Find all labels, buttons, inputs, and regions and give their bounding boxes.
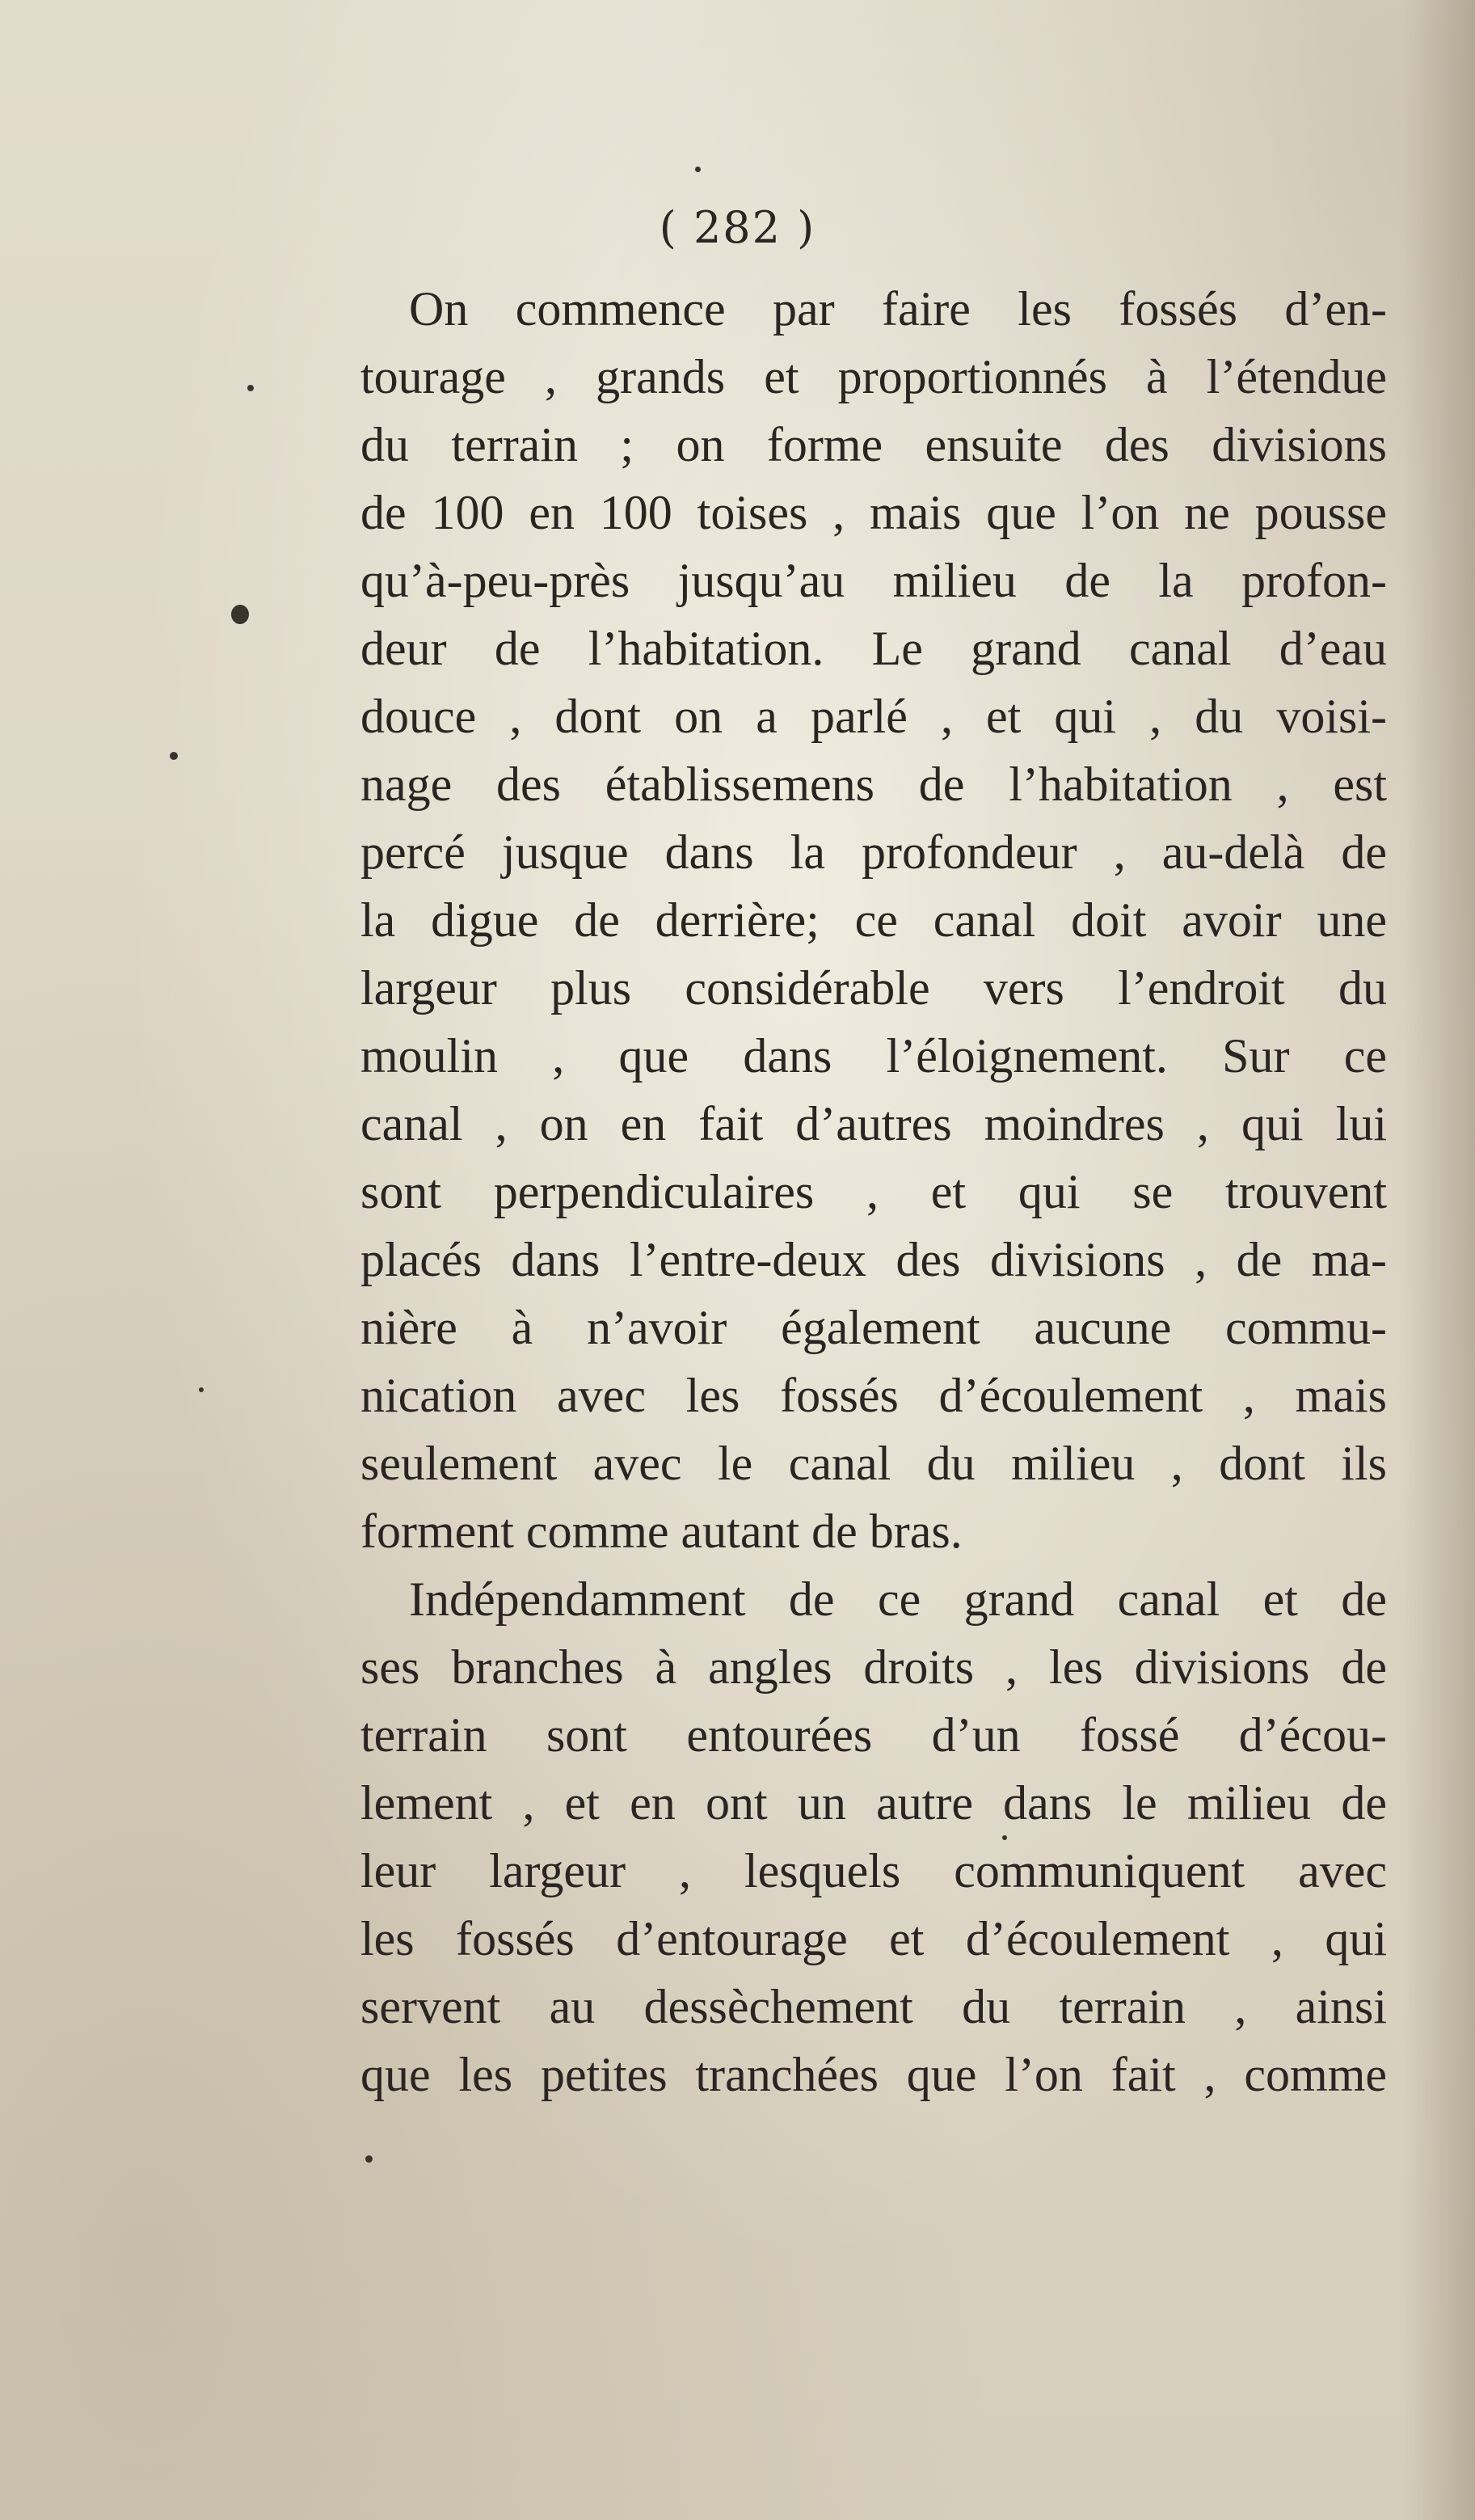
text-line: nication avec les fossés d’écoulement , mais (360, 1369, 1387, 1422)
text-line: On commence par faire les fossés d’en- (409, 282, 1387, 336)
ink-speck (365, 2155, 373, 2163)
page-number: ( 282 ) (659, 202, 816, 253)
ink-speck (231, 605, 249, 624)
ink-speck (1002, 1835, 1007, 1840)
text-line: que les petites tranchées que l’on fait , comme (360, 2048, 1387, 2101)
text-line: seulement avec le canal du milieu , dont ils (360, 1437, 1387, 1490)
text-line: de 100 en 100 toises , mais que l’on ne pousse (360, 486, 1387, 539)
text-line: forment comme autant de bras. (360, 1505, 963, 1558)
paragraph-2 (360, 1565, 1387, 2108)
ink-speck (170, 752, 178, 760)
text-line: largeur plus considérable vers l’endroit du (360, 961, 1387, 1015)
text-line: canal , on en fait d’autres moindres , qui lui (360, 1097, 1387, 1150)
paragraph-1 (360, 275, 1387, 1565)
text-line: nière à n’avoir également aucune commu- (360, 1301, 1387, 1354)
text-line: sont perpendiculaires , et qui se trouvent (360, 1165, 1387, 1218)
text-line: lement , et en ont un autre dans le milieu de (360, 1776, 1387, 1830)
text-line: nage des établissemens de l’habitation , est (360, 758, 1387, 811)
text-line: tourage , grands et proportionnés à l’étendue (360, 350, 1387, 403)
text-line: deur de l’habitation. Le grand canal d’eau (360, 622, 1387, 675)
text-line: du terrain ; on forme ensuite des divisions (360, 418, 1387, 471)
ink-speck (247, 385, 254, 391)
ink-speck (695, 167, 701, 172)
text-line: terrain sont entourées d’un fossé d’écou- (360, 1708, 1387, 1762)
ink-speck (199, 1387, 204, 1392)
text-line: les fossés d’entourage et d’écoulement , qui (360, 1912, 1387, 1965)
text-line: percé jusque dans la profondeur , au-delà de (360, 825, 1387, 879)
text-line: Indépendamment de ce grand canal et de (409, 1572, 1387, 1626)
text-line: ses branches à angles droits , les divisions de (360, 1640, 1387, 1694)
text-line: leur largeur , lesquels communiquent avec (360, 1844, 1387, 1897)
text-line: douce , dont on a parlé , et qui , du voisi- (360, 690, 1387, 743)
text-line: servent au dessèchement du terrain , ainsi (360, 1980, 1387, 2033)
body-text (360, 275, 1387, 2108)
binding-shadow (1402, 0, 1475, 2520)
text-line: la digue de derrière; ce canal doit avoir une (360, 893, 1387, 947)
text-line: moulin , que dans l’éloignement. Sur ce (360, 1029, 1387, 1083)
text-line: qu’à-peu-près jusqu’au milieu de la profon- (360, 554, 1387, 607)
text-line: placés dans l’entre-deux des divisions , de ma- (360, 1233, 1387, 1286)
